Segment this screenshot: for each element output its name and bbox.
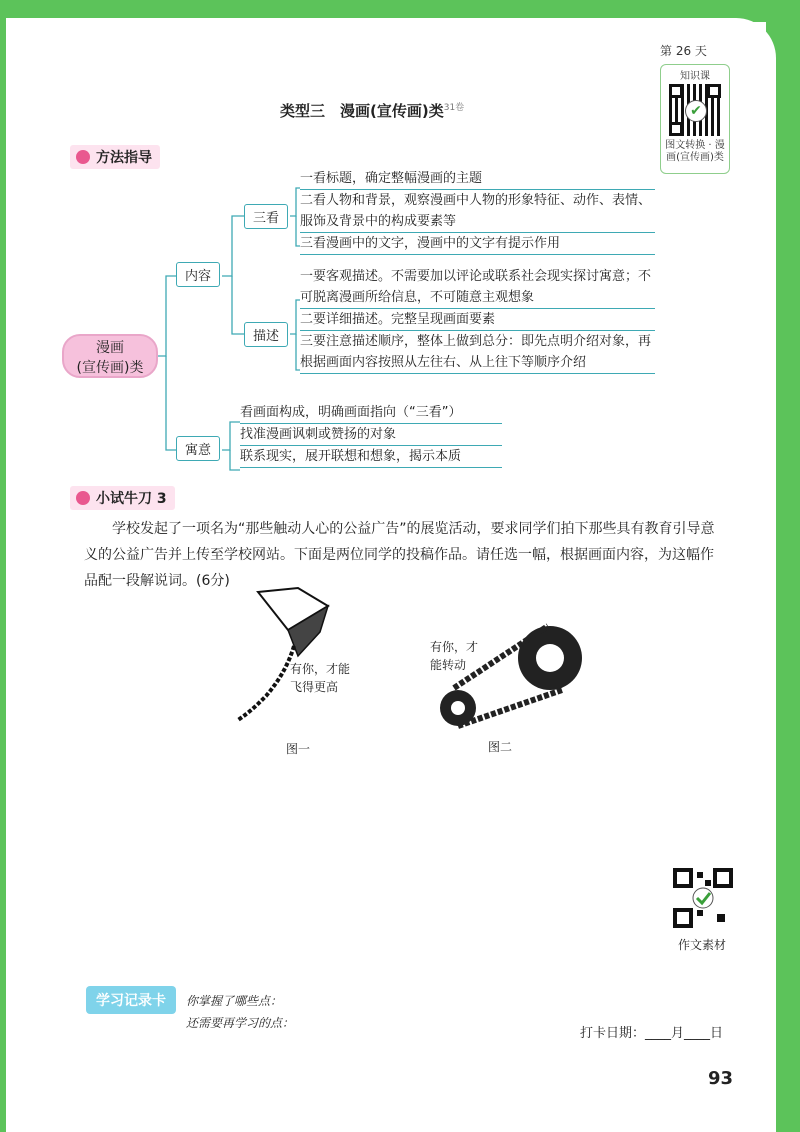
- figure2-caption: [430, 638, 478, 674]
- meaning-list: [240, 402, 502, 468]
- node-three-look: 三看: [244, 204, 288, 229]
- qr-caption-line: 画(宣传画)类: [666, 152, 724, 163]
- figure-text-line: 能转动: [430, 658, 467, 672]
- figure1-label: 图一: [286, 742, 311, 756]
- record-line: 你掌握了哪些点：: [186, 994, 283, 1008]
- qr-caption-line: 图文转换 · 漫: [665, 140, 725, 151]
- figure2-label: 图二: [488, 740, 513, 754]
- connector: [158, 276, 176, 356]
- node-content: 内容: [176, 262, 220, 287]
- practice-text: 学校发起了一项名为“那些触动人心的公益广告”的展览活动，要求同学们拍下那些具有教育引导意义的公益广告并上传至学校网站。下面是两位同学的投稿作品。请任选一幅，根据画面内容，为这幅作品配一段解说词。(6分): [84, 521, 715, 589]
- list-item: 二要详细描述。完整呈现画面要素: [300, 309, 655, 331]
- root-line: (宣传画)类: [76, 360, 144, 376]
- list-item: 三要注意描述顺序，整体上做到总分：即先点明介绍对象，再根据画面内容按照从左往右、从上往下等顺序介绍: [300, 331, 655, 374]
- node-meaning: 寓意: [176, 436, 220, 461]
- connector: [290, 300, 300, 334]
- figure-text-line: 有你，才: [430, 640, 479, 654]
- checkin-date: 打卡日期：____月____日: [580, 1026, 724, 1041]
- root-line: 漫画: [96, 340, 124, 356]
- connector: [222, 216, 244, 276]
- pencil-icon: [76, 491, 90, 505]
- day-label: 第 26 天: [660, 44, 707, 58]
- list-item: 看画面构成，明确画面指向（“三看”）: [240, 402, 502, 424]
- three-look-list: [300, 168, 655, 255]
- list-item: 一要客观描述。不需要加以评论或联系社会现实探讨寓意；不可脱离漫画所给信息，不可随意主观想象: [300, 266, 655, 309]
- qr-code-icon[interactable]: [673, 868, 733, 928]
- check-icon: ✔: [685, 100, 707, 122]
- figure1-caption: [290, 660, 350, 696]
- connector: [290, 188, 300, 216]
- describe-list: [300, 266, 655, 374]
- figure-text-line: 有你，才能: [290, 662, 351, 676]
- connector: [222, 422, 240, 450]
- list-item: 三看漫画中的文字，漫画中的文字有提示作用: [300, 233, 655, 255]
- record-line: 还需要再学习的点：: [186, 1016, 295, 1030]
- qr2-label: 作文素材: [678, 938, 727, 952]
- figure-text-line: 飞得更高: [290, 680, 339, 694]
- connector: [230, 450, 240, 470]
- method-label: 方法指导: [96, 150, 152, 166]
- title-text: 类型三 漫画(宣传画)类: [280, 102, 444, 120]
- node-describe: 描述: [244, 322, 288, 347]
- study-record-tag: 学习记录卡: [86, 986, 176, 1014]
- kite-illustration: [228, 586, 351, 726]
- page-number: 93: [708, 1068, 734, 1089]
- study-record-lines: [186, 990, 294, 1034]
- list-item: 找准漫画讽刺或赞扬的对象: [240, 424, 502, 446]
- practice-section-tag: [70, 486, 175, 510]
- connector: [232, 276, 244, 334]
- list-item: 二看人物和背景，观察漫画中人物的形象特征、动作、表情、服饰及背景中的构成要素等: [300, 190, 655, 233]
- mindmap-root: [62, 334, 158, 378]
- practice-label: 小试牛刀 3: [96, 491, 167, 507]
- list-item: 一看标题，确定整幅漫画的主题: [300, 168, 655, 190]
- qr-title: 知识课: [680, 71, 710, 82]
- list-item: 联系现实，展开联想和想象，揭示本质: [240, 446, 502, 468]
- connector: [166, 356, 176, 450]
- title-sup: 31卷: [443, 103, 465, 113]
